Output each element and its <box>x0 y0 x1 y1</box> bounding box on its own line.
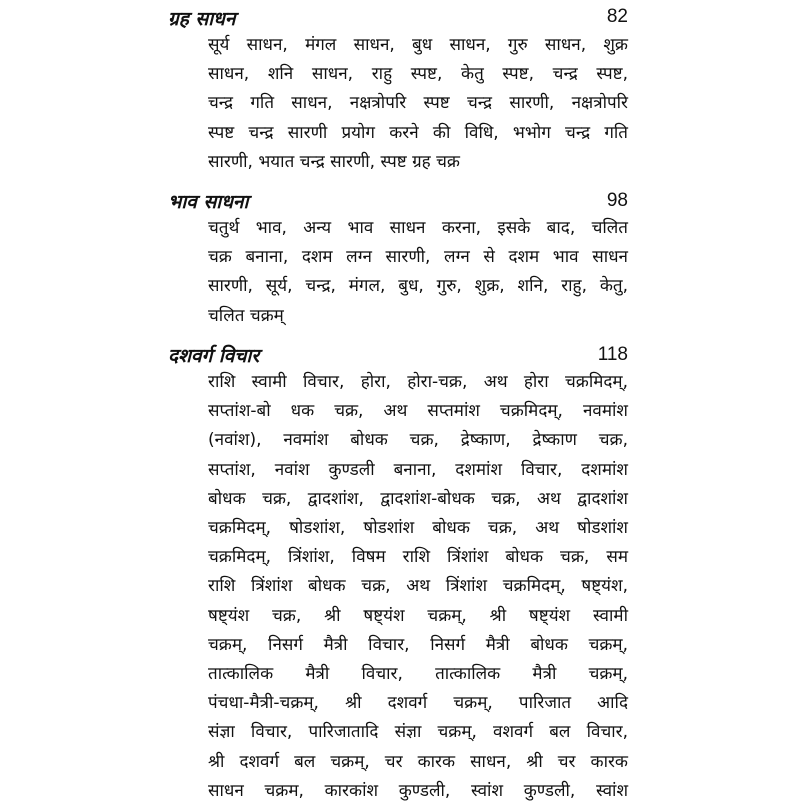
section-entries <box>208 31 628 177</box>
entry-line: राशि स्वामी विचार, होरा, होरा-चक्र, अथ होरा चक्रमिदम्, <box>208 372 628 392</box>
section-heading: भाव साधना <box>168 191 249 213</box>
entry-line: राशि त्रिंशांश बोधक चक्र, अथ त्रिंशांश चक्रमिदम्, षष्ट्यंश, <box>208 576 628 597</box>
entry-line: साधन, शनि साधन, राहु स्पष्ट, केतु स्पष्ट, चन्द्र स्पष्ट, <box>208 64 628 85</box>
section-page-number: 82 <box>606 6 628 27</box>
entry-line: सारणी, भयात चन्द्र सारणी, स्पष्ट ग्रह चक्र <box>208 151 460 172</box>
section-entries <box>208 368 628 806</box>
entry-line: चक्रमिदम्, त्रिंशांश, विषम राशि त्रिंशांश बोधक चक्र, सम <box>208 547 628 568</box>
entry-line: (नवांश), नवमांश बोधक चक्र, द्रेष्काण, द्रेष्काण चक्र, <box>208 430 628 451</box>
entry-line: स्पष्ट चन्द्र सारणी प्रयोग करने की विधि, भभोग चन्द्र गति <box>208 122 628 143</box>
entry-line: साधन चक्रम, कारकांश कुण्डली, स्वांश कुण्डली, स्वांश <box>208 780 628 801</box>
entry-line: षष्ट्यंश चक्र, श्री षष्ट्यंश चक्रम्, श्री षष्ट्यंश स्वामी <box>208 605 628 626</box>
entry-line: सारणी, सूर्य, चन्द्र, मंगल, बुध, गुरु, शुक्र, शनि, राहु, केतु, <box>208 276 628 297</box>
entry-line: सप्तांश-बो धक चक्र, अथ सप्तमांश चक्रमिदम्, नवमांश <box>208 401 628 422</box>
entry-line: पंचधा-मैत्री-चक्रम्, श्री दशवर्ग चक्रम्, पारिजात आदि <box>208 693 628 714</box>
entry-line: तात्कालिक मैत्री विचार, तात्कालिक मैत्री चक्रम्, <box>208 664 628 685</box>
entry-line: श्री दशवर्ग बल चक्रम्, चर कारक साधन, श्री चर कारक <box>208 751 628 772</box>
entry-line: चक्रम्, निसर्ग मैत्री विचार, निसर्ग मैत्री बोधक चक्रम्, <box>208 634 628 655</box>
entry-line: चक्र बनाना, दशम लग्न सारणी, लग्न से दशम भाव साधन <box>208 247 628 268</box>
entry-line: संज्ञा विचार, पारिजातादि संज्ञा चक्रम्, वशवर्ग बल विचार, <box>208 722 628 743</box>
entry-line: चक्रमिदम्, षोडशांश, षोडशांश बोधक चक्र, अथ षोडशांश <box>208 518 628 539</box>
section-page-number: 118 <box>597 344 628 365</box>
entry-line: चतुर्थ भाव, अन्य भाव साधन करना, इसके बाद, चलित <box>208 218 628 238</box>
entry-line: चलित चक्रम् <box>208 305 284 326</box>
entry-line: चन्द्र गति साधन, नक्षत्रोपरि स्पष्ट चन्द्र सारणी, नक्षत्रोपरि <box>208 93 628 114</box>
entry-line: सप्तांश, नवांश कुण्डली बनाना, दशमांश विचार, दशमांश <box>208 459 628 480</box>
section-heading: दशवर्ग विचार <box>168 345 260 367</box>
section-heading: ग्रह साधन <box>168 8 236 30</box>
section-page-number: 98 <box>606 190 628 211</box>
entry-line: सूर्य साधन, मंगल साधन, बुध साधन, गुरु साधन, शुक्र <box>208 35 628 55</box>
entry-line: बोधक चक्र, द्वादशांश, द्वादशांश-बोधक चक्र, अथ द्वादशांश <box>208 488 628 509</box>
section-entries <box>208 214 628 331</box>
